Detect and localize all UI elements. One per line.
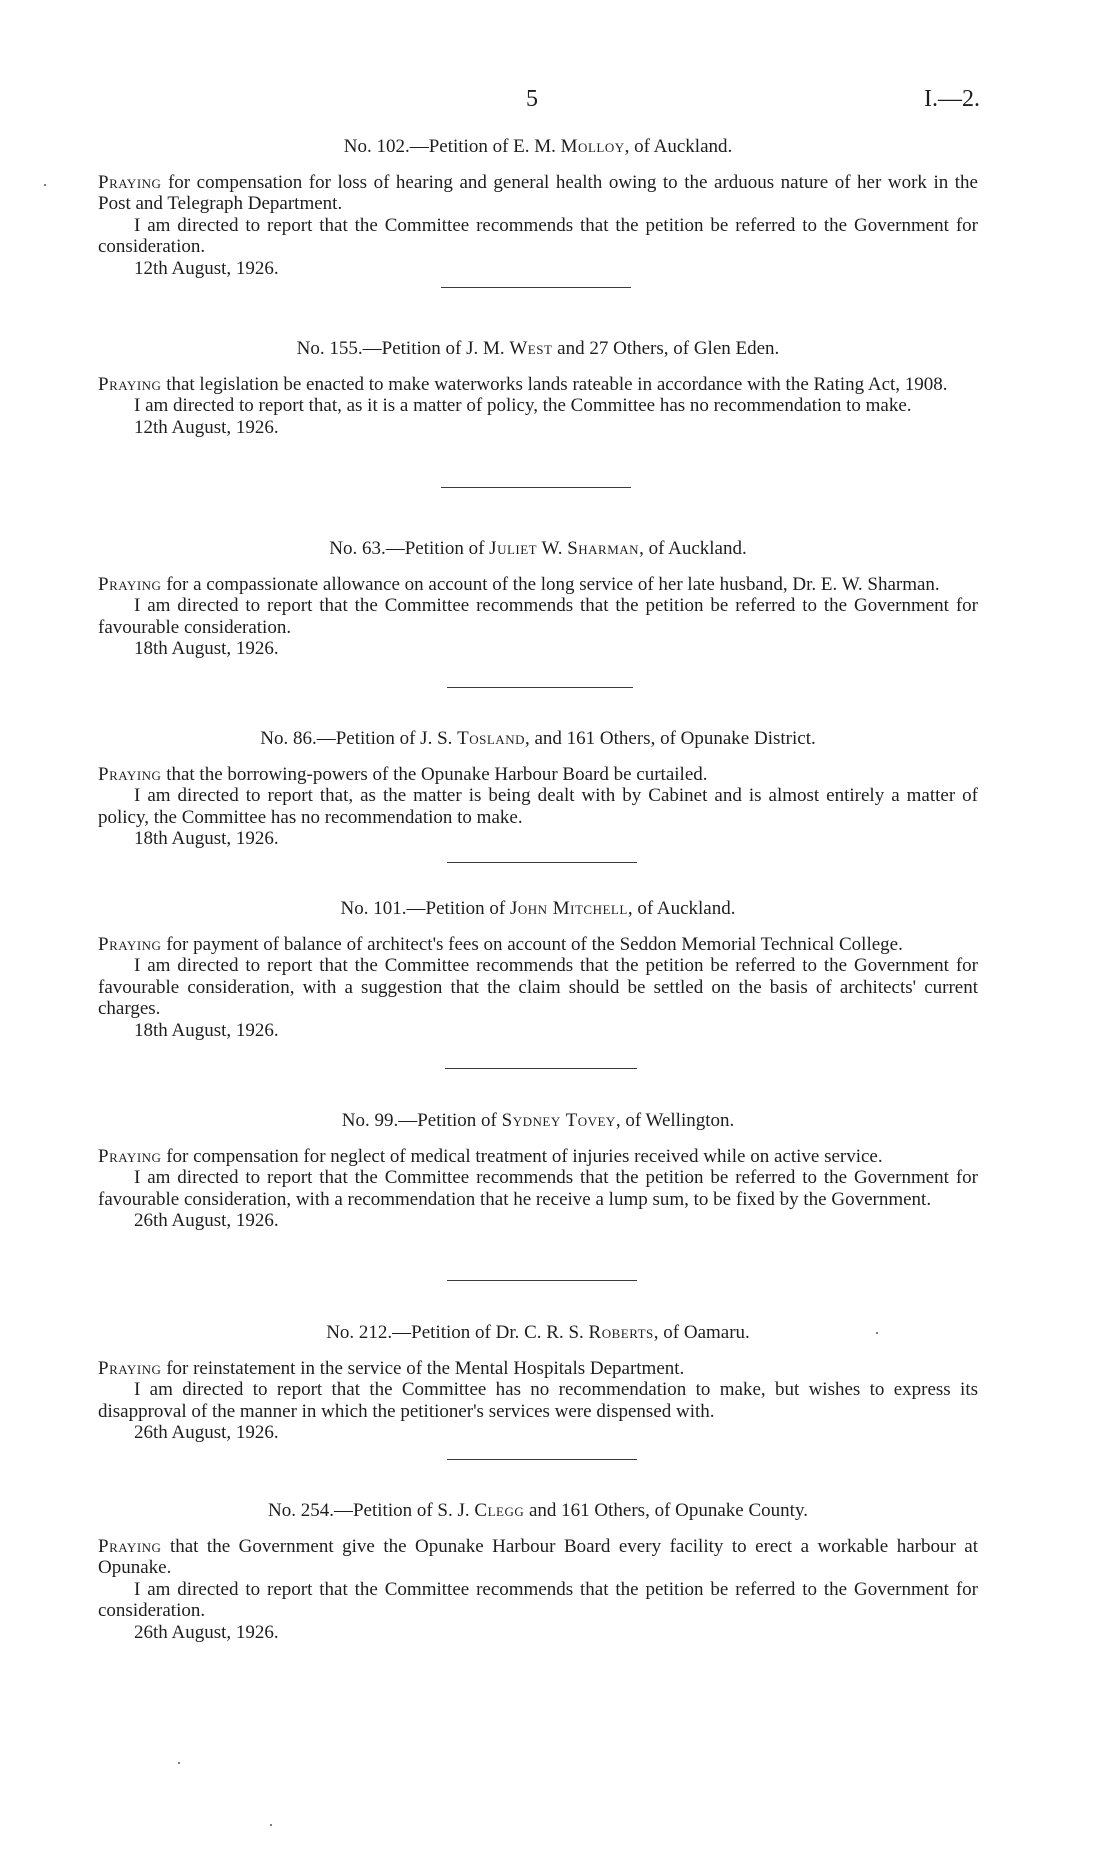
scan-speck bbox=[178, 1762, 180, 1764]
page-reference: I.—2. bbox=[924, 86, 980, 112]
praying-text: for compensation for neglect of medical treatment of injuries received while on active service. bbox=[161, 1145, 883, 1167]
title-suffix: , of Auckland. bbox=[627, 898, 736, 919]
report-date: 26th August, 1926. bbox=[134, 1621, 279, 1643]
title-prefix: No. 99.—Petition of bbox=[341, 1110, 502, 1131]
petitioner-name: Molloy bbox=[560, 136, 625, 157]
title-prefix: No. 102.—Petition of E. M. bbox=[343, 136, 561, 157]
praying-text: that the borrowing-powers of the Opunake Harbour Board be curtailed. bbox=[161, 763, 708, 785]
section-divider bbox=[441, 287, 631, 288]
section-divider bbox=[447, 1280, 637, 1281]
title-prefix: No. 63.—Petition of bbox=[329, 538, 490, 559]
title-prefix: No. 155.—Petition of J. M. bbox=[296, 338, 510, 359]
petition-entry bbox=[98, 338, 978, 438]
report-paragraph: I am directed to report that the Committee recommends that the petition be referred to the Government for consideration. bbox=[98, 1578, 978, 1621]
petition-entry bbox=[98, 728, 978, 850]
petition-title bbox=[98, 898, 978, 920]
title-suffix: , of Auckland. bbox=[624, 136, 733, 157]
petition-title bbox=[98, 1322, 978, 1344]
petitioner-name: Clegg bbox=[474, 1500, 525, 1521]
petition-title bbox=[98, 538, 978, 560]
page-number: 5 bbox=[526, 86, 538, 112]
praying-word: Praying bbox=[98, 171, 162, 193]
report-date: 12th August, 1926. bbox=[134, 257, 279, 279]
petition-title bbox=[98, 338, 978, 360]
title-suffix: , and 161 Others, of Opunake District. bbox=[524, 728, 816, 749]
petition-title bbox=[98, 1500, 978, 1522]
title-prefix: No. 101.—Petition of bbox=[340, 898, 510, 919]
report-date: 18th August, 1926. bbox=[134, 638, 279, 659]
petitioner-name: West bbox=[509, 338, 553, 359]
petition-title bbox=[98, 136, 978, 158]
petition-entry bbox=[98, 1110, 978, 1232]
praying-word: Praying bbox=[98, 933, 162, 955]
report-paragraph: I am directed to report that, as it is a matter of policy, the Committee has no recommendation to make. bbox=[134, 395, 912, 416]
praying-text: that the Government give the Opunake Harbour Board every facility to erect a workable harbour at Opunake. bbox=[98, 1535, 978, 1578]
petition-entry bbox=[98, 1322, 978, 1444]
praying-text: for a compassionate allowance on account of the long service of her late husband, Dr. E. W. Sharman. bbox=[161, 573, 940, 595]
report-paragraph: I am directed to report that, as the matter is being dealt with by Cabinet and is almost entirely a matter of policy, the Committee has no recommendation to make. bbox=[98, 785, 978, 828]
praying-text: for reinstatement in the service of the Mental Hospitals Department. bbox=[161, 1357, 685, 1379]
report-date: 26th August, 1926. bbox=[134, 1210, 279, 1231]
praying-word: Praying bbox=[98, 373, 162, 395]
praying-text: for compensation for loss of hearing and general health owing to the arduous nature of her work in the Post and Telegraph Department. bbox=[98, 171, 978, 214]
praying-word: Praying bbox=[98, 763, 162, 785]
scan-speck bbox=[270, 1824, 272, 1826]
petitioner-name: John Mitchell bbox=[509, 898, 628, 919]
petitioner-name: Tosland bbox=[457, 728, 525, 749]
title-middle: W. bbox=[537, 538, 568, 559]
petitioner-name: Roberts bbox=[588, 1322, 654, 1343]
report-paragraph: I am directed to report that the Committee recommends that the petition be referred to the Government for favourable consideration, with a recommendation that he receive a lump sum, to be fixed by the Government. bbox=[98, 1167, 978, 1210]
section-divider bbox=[447, 862, 637, 863]
title-prefix: No. 212.—Petition of Dr. C. R. S. bbox=[326, 1322, 589, 1343]
title-prefix: No. 86.—Petition of J. S. bbox=[260, 728, 458, 749]
title-suffix: , of Oamaru. bbox=[653, 1322, 750, 1343]
scan-speck bbox=[44, 184, 46, 186]
report-date: 12th August, 1926. bbox=[134, 416, 279, 438]
petition-entry bbox=[98, 1500, 978, 1643]
title-suffix: , of Auckland. bbox=[639, 538, 747, 559]
report-date: 26th August, 1926. bbox=[134, 1422, 279, 1443]
praying-word: Praying bbox=[98, 1535, 162, 1557]
title-prefix: No. 254.—Petition of S. J. bbox=[268, 1500, 475, 1521]
praying-paragraph bbox=[98, 172, 978, 215]
praying-paragraph bbox=[98, 1146, 978, 1168]
praying-text: for payment of balance of architect's fees on account of the Seddon Memorial Technical College. bbox=[161, 933, 903, 955]
report-paragraph: I am directed to report that the Committee has no recommendation to make, but wishes to express its disapproval of the manner in which the petitioner's services were dispensed with. bbox=[98, 1379, 978, 1422]
praying-paragraph bbox=[98, 1358, 978, 1380]
petition-entry bbox=[98, 538, 978, 660]
petition-entry bbox=[98, 136, 978, 279]
petition-entry bbox=[98, 898, 978, 1041]
praying-paragraph bbox=[98, 374, 978, 396]
praying-text: that legislation be enacted to make waterworks lands rateable in accordance with the Rating Act, 1908. bbox=[161, 373, 948, 395]
report-paragraph: I am directed to report that the Committee recommends that the petition be referred to the Government for favourable consideration. bbox=[98, 595, 978, 638]
title-suffix: , of Wellington. bbox=[615, 1110, 735, 1131]
section-divider bbox=[447, 1459, 637, 1460]
praying-paragraph bbox=[98, 764, 978, 786]
title-suffix: and 161 Others, of Opunake County. bbox=[524, 1500, 808, 1521]
petitioner-name: Sydney Tovey bbox=[501, 1110, 616, 1131]
praying-word: Praying bbox=[98, 573, 162, 595]
report-paragraph: I am directed to report that the Committee recommends that the petition be referred to the Government for consideration. bbox=[98, 214, 978, 257]
praying-paragraph bbox=[98, 1536, 978, 1579]
report-paragraph: I am directed to report that the Committee recommends that the petition be referred to the Government for favourable consideration, with a suggestion that the claim should be settled on the basis of architects' current charges. bbox=[98, 955, 978, 1019]
petitioner-surname: Sharman bbox=[567, 538, 640, 559]
section-divider bbox=[447, 687, 633, 688]
petition-title bbox=[98, 1110, 978, 1132]
title-suffix: and 27 Others, of Glen Eden. bbox=[552, 338, 780, 359]
petitioner-name: Juliet bbox=[489, 538, 538, 559]
section-divider bbox=[441, 487, 631, 488]
section-divider bbox=[445, 1068, 637, 1069]
praying-word: Praying bbox=[98, 1145, 162, 1167]
report-date: 18th August, 1926. bbox=[134, 1019, 279, 1041]
scan-speck bbox=[876, 1332, 878, 1334]
petition-title bbox=[98, 728, 978, 750]
praying-paragraph bbox=[98, 574, 978, 596]
praying-word: Praying bbox=[98, 1357, 162, 1379]
praying-paragraph bbox=[98, 934, 978, 956]
report-date: 18th August, 1926. bbox=[134, 828, 279, 849]
